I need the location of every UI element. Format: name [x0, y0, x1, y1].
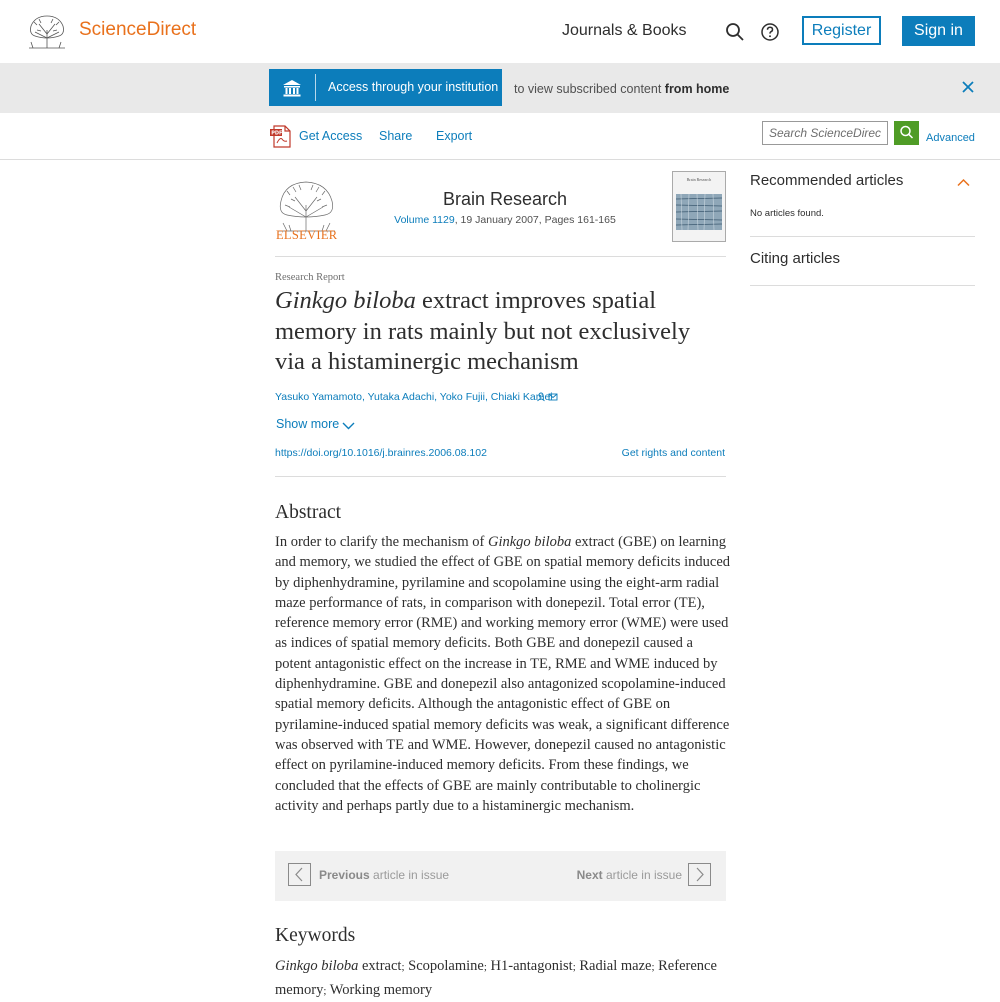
keyword-separator: ; — [651, 961, 655, 973]
export-link[interactable]: Export — [436, 129, 473, 143]
cover-title: Brain Research — [686, 177, 712, 182]
next-label-rest: article in issue — [602, 868, 682, 882]
access-banner — [0, 63, 1000, 113]
pdf-icon[interactable] — [269, 124, 293, 148]
article-toolbar — [0, 113, 1000, 160]
sign-in-button[interactable]: Sign in — [902, 16, 975, 46]
previous-label-rest: article in issue — [369, 868, 450, 882]
corresponding-author-icon[interactable] — [536, 392, 560, 402]
journal-cover-image[interactable] — [672, 171, 726, 242]
next-article-link[interactable] — [577, 868, 682, 882]
author-list[interactable]: Yasuko Yamamoto, Yutaka Adachi, Yoko Fujii, Chiaki Kamei — [275, 391, 553, 403]
previous-article-button[interactable] — [288, 863, 311, 886]
citing-articles-heading[interactable]: Citing articles — [750, 250, 841, 267]
register-button[interactable]: Register — [802, 16, 881, 45]
banner-text — [514, 82, 729, 96]
divider — [275, 476, 726, 477]
keyword-separator: ; — [401, 961, 405, 973]
issue-details: , 19 January 2007, Pages 161-165 — [454, 214, 616, 226]
article-title — [275, 286, 726, 378]
issue-info — [360, 214, 650, 226]
previous-article-link[interactable] — [319, 868, 449, 882]
access-through-institution-button[interactable] — [269, 69, 502, 106]
keyword-item: Reference memory — [275, 958, 717, 998]
get-rights-link[interactable]: Get rights and content — [621, 447, 725, 459]
journal-title[interactable]: Brain Research — [442, 189, 568, 209]
abstract-intro: In order to clarify the mechanism of — [275, 534, 488, 550]
help-icon[interactable] — [760, 22, 780, 42]
institution-icon — [282, 78, 302, 98]
get-access-link[interactable]: Get Access — [299, 129, 363, 143]
article-type: Research Report — [275, 272, 345, 283]
divider — [750, 236, 975, 237]
advanced-search-link[interactable]: Advanced — [926, 132, 975, 144]
close-icon[interactable] — [961, 80, 975, 94]
keyword-rest: extract — [358, 958, 402, 974]
next-article-button[interactable] — [688, 863, 711, 886]
abstract-rest: extract (GBE) on learning and memory, we studied the effect of GBE on spatial memory deficits induced by diphenhydramine, pyrilamine and scopolamine using the eight-arm radial maze performance of rats, in comparison with donepezil. Total error (TE), reference memory error (RME) and working memory error (WME) were used as indices of spatial memory deficits. Both GBE and donepezil caused a potent antagonistic effect on the increase in TE, RME and WME induced by diphenhydramine. GBE and donepezil also antagonized scopolamine-induced spatial memory deficits. Although the antagonistic effect of GBE on pyrilamine-induced spatial memory deficits was weak, a significant difference was observed with TE and WME. However, donepezil caused no antagonistic effect on pyrilamine-induced memory deficits. From these findings, we concluded that the effects of GBE are mainly contributable to cholinergic activity and perhaps partly due to a histaminergic mechanism. — [275, 534, 731, 814]
keyword-item: Radial maze — [579, 958, 652, 974]
keyword-separator: ; — [572, 961, 576, 973]
recommended-articles-heading[interactable]: Recommended articles — [750, 172, 904, 189]
banner-text-prefix: to view subscribed content — [514, 82, 665, 96]
volume-link[interactable]: Volume 1129 — [394, 214, 455, 226]
site-name[interactable]: ScienceDirect — [79, 19, 197, 40]
issue-article-navigation — [275, 851, 726, 901]
journal-cover-art — [673, 172, 725, 241]
next-label-strong: Next — [576, 868, 603, 882]
chevron-down-icon[interactable] — [342, 421, 355, 430]
search-icon[interactable] — [725, 22, 745, 42]
article-title-rest: extract improves spatial memory in rats mainly but not exclusively via a histaminergic mechanism — [275, 287, 691, 375]
divider — [275, 256, 726, 257]
abstract-heading: Abstract — [275, 502, 342, 523]
keywords-list — [275, 955, 731, 1002]
elsevier-tree-logo-icon[interactable] — [25, 12, 69, 50]
share-link[interactable]: Share — [379, 129, 413, 143]
article-title-italic: Ginkgo biloba — [275, 287, 416, 314]
keyword-item — [275, 958, 401, 974]
keyword-italic: Ginkgo biloba — [275, 958, 359, 974]
site-header — [0, 0, 1000, 63]
keyword-item: Working memory — [329, 981, 433, 998]
nav-journals-books[interactable]: Journals & Books — [562, 22, 687, 39]
publisher-wordmark: ELSEVIER — [276, 228, 338, 242]
access-button-divider — [315, 74, 316, 101]
svg-text:PDF: PDF — [271, 130, 283, 137]
search-submit-button[interactable] — [894, 121, 919, 145]
keyword-item: H1-antagonist — [490, 958, 573, 974]
chevron-left-icon — [289, 864, 310, 885]
chevron-up-icon[interactable] — [957, 178, 970, 187]
chevron-right-icon — [689, 864, 710, 885]
keyword-item: Scopolamine — [408, 958, 484, 974]
doi-link[interactable]: https://doi.org/10.1016/j.brainres.2006.08.102 — [275, 447, 487, 459]
previous-label-strong: Previous — [319, 868, 370, 882]
keywords-heading: Keywords — [275, 925, 356, 946]
keyword-separator: ; — [483, 961, 487, 973]
show-more-button[interactable]: Show more — [276, 417, 340, 431]
divider — [750, 285, 975, 286]
banner-text-bold: from home — [664, 82, 730, 96]
search-icon — [894, 121, 919, 145]
no-articles-message: No articles found. — [750, 208, 824, 219]
abstract-italic: Ginkgo biloba — [488, 534, 572, 550]
access-button-label: Access through your institution — [328, 80, 499, 94]
abstract-text — [275, 532, 731, 816]
keyword-separator: ; — [323, 984, 327, 997]
search-input[interactable] — [762, 121, 888, 145]
